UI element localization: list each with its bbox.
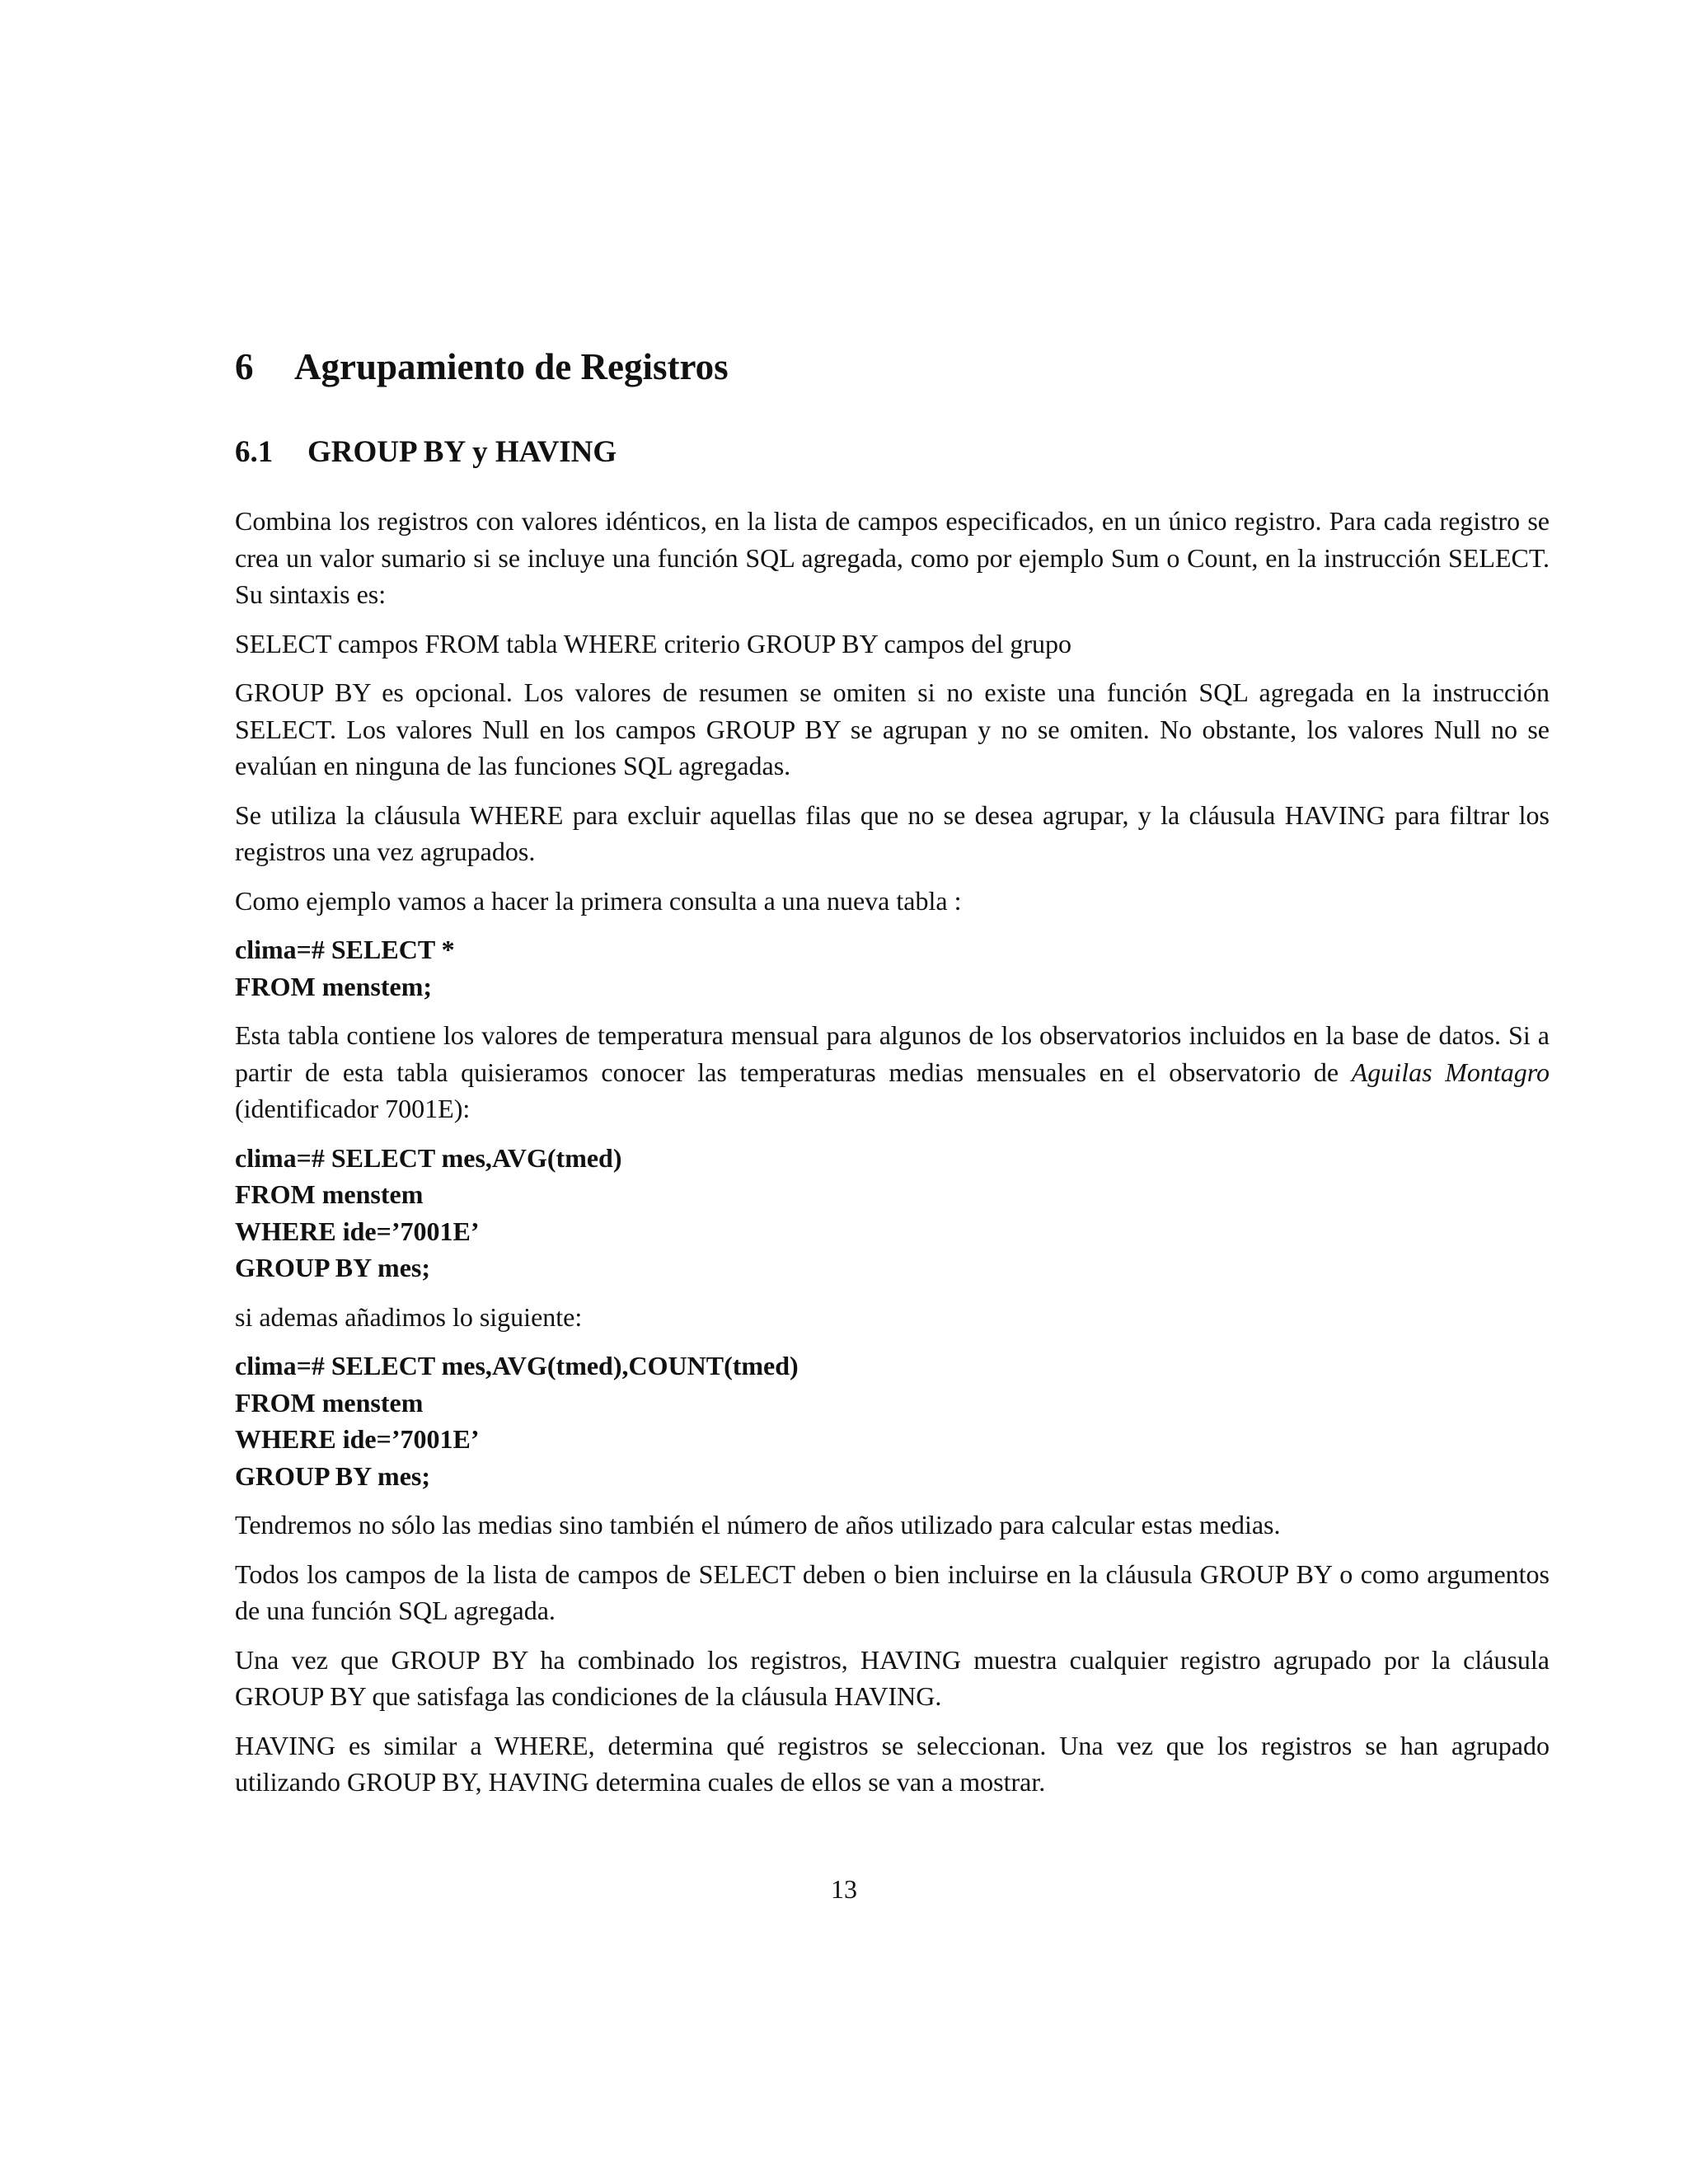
subsection-heading [235,434,617,471]
code-line: clima=# SELECT * [235,935,455,964]
paragraph: GROUP BY es opcional. Los valores de resumen se omiten si no existe una función SQL agregada en la instrucción SELECT. Los valores Null en los campos GROUP BY se agrupan y no se omiten. No obstante, los valores Null no se evalúan en ninguna de las funciones SQL agregadas. [235,677,1550,780]
code-block-2 [235,1140,1550,1286]
code-line: GROUP BY mes; [235,1460,431,1491]
subsection-title: GROUP BY y HAVING [307,435,617,469]
code-line: FROM menstem [235,1179,424,1209]
paragraph [235,1017,1550,1127]
code-line: clima=# SELECT mes,AVG(tmed) [235,1142,622,1173]
paragraph: Combina los registros con valores idénticos, en la lista de campos especificados, en un único registro. Para cada registro se crea un valor sumario si se incluye una función SQL agregada, como por ejemplo Sum o Count, en la instrucción SELECT. Su sintaxis es: [235,506,1550,609]
paragraph: Se utiliza la cláusula WHERE para excluir aquellas filas que no se desea agrupar, y la cláusula HAVING para filtrar los registros una vez agrupados. [235,799,1550,866]
subsection-number: 6.1 [235,435,274,469]
code-line: GROUP BY mes; [235,1253,431,1282]
paragraph: Una vez que GROUP BY ha combinado los registros, HAVING muestra cualquier registro agrupado por la cláusula GROUP BY que satisfaga las condiciones de la cláusula HAVING. [235,1644,1550,1711]
paragraph: HAVING es similar a WHERE, determina qué registros se seleccionan. Una vez que los registros se han agrupado utilizando GROUP BY, HAVING determina cuales de ellos se van a mostrar. [235,1730,1550,1797]
paragraph: Como ejemplo vamos a hacer la primera consulta a una nueva tabla : [235,885,962,916]
page-number: 13 [831,1874,857,1904]
syntax-line: SELECT campos FROM tabla WHERE criterio GROUP BY campos del grupo [235,628,1071,658]
paragraph: Tendremos no sólo las medias sino también el número de años utilizado para calcular estas medias. [235,1510,1281,1540]
section-number: 6 [235,346,254,387]
code-block-3 [235,1347,1550,1494]
body-text [235,503,1550,1813]
code-line: FROM menstem; [235,971,433,1001]
paragraph: si ademas añadimos lo siguiente: [235,1301,583,1332]
paragraph: Todos los campos de la lista de campos de SELECT deben o bien incluirse en la cláusula GROUP BY o como argumentos de una función SQL agregada. [235,1558,1550,1625]
section-heading [235,344,729,389]
code-line: clima=# SELECT mes,AVG(tmed),COUNT(tmed) [235,1351,799,1380]
section-title: Agrupamiento de Registros [294,346,729,387]
code-line: WHERE ide=’7001E’ [235,1216,480,1246]
code-block-1 [235,931,1550,1005]
paragraph-text: Esta tabla contiene los valores de temperatura mensual para algunos de los observatorios incluidos en la base de datos. Si a partir de esta tabla quisieramos conocer las temperaturas medias mensuales en el observatorio de [235,1020,1550,1087]
code-line: WHERE ide=’7001E’ [235,1424,480,1454]
observatory-name: Aguilas Montagro [1351,1057,1550,1087]
code-line: FROM menstem [235,1387,424,1418]
paragraph-text: (identificador 7001E): [235,1094,471,1123]
